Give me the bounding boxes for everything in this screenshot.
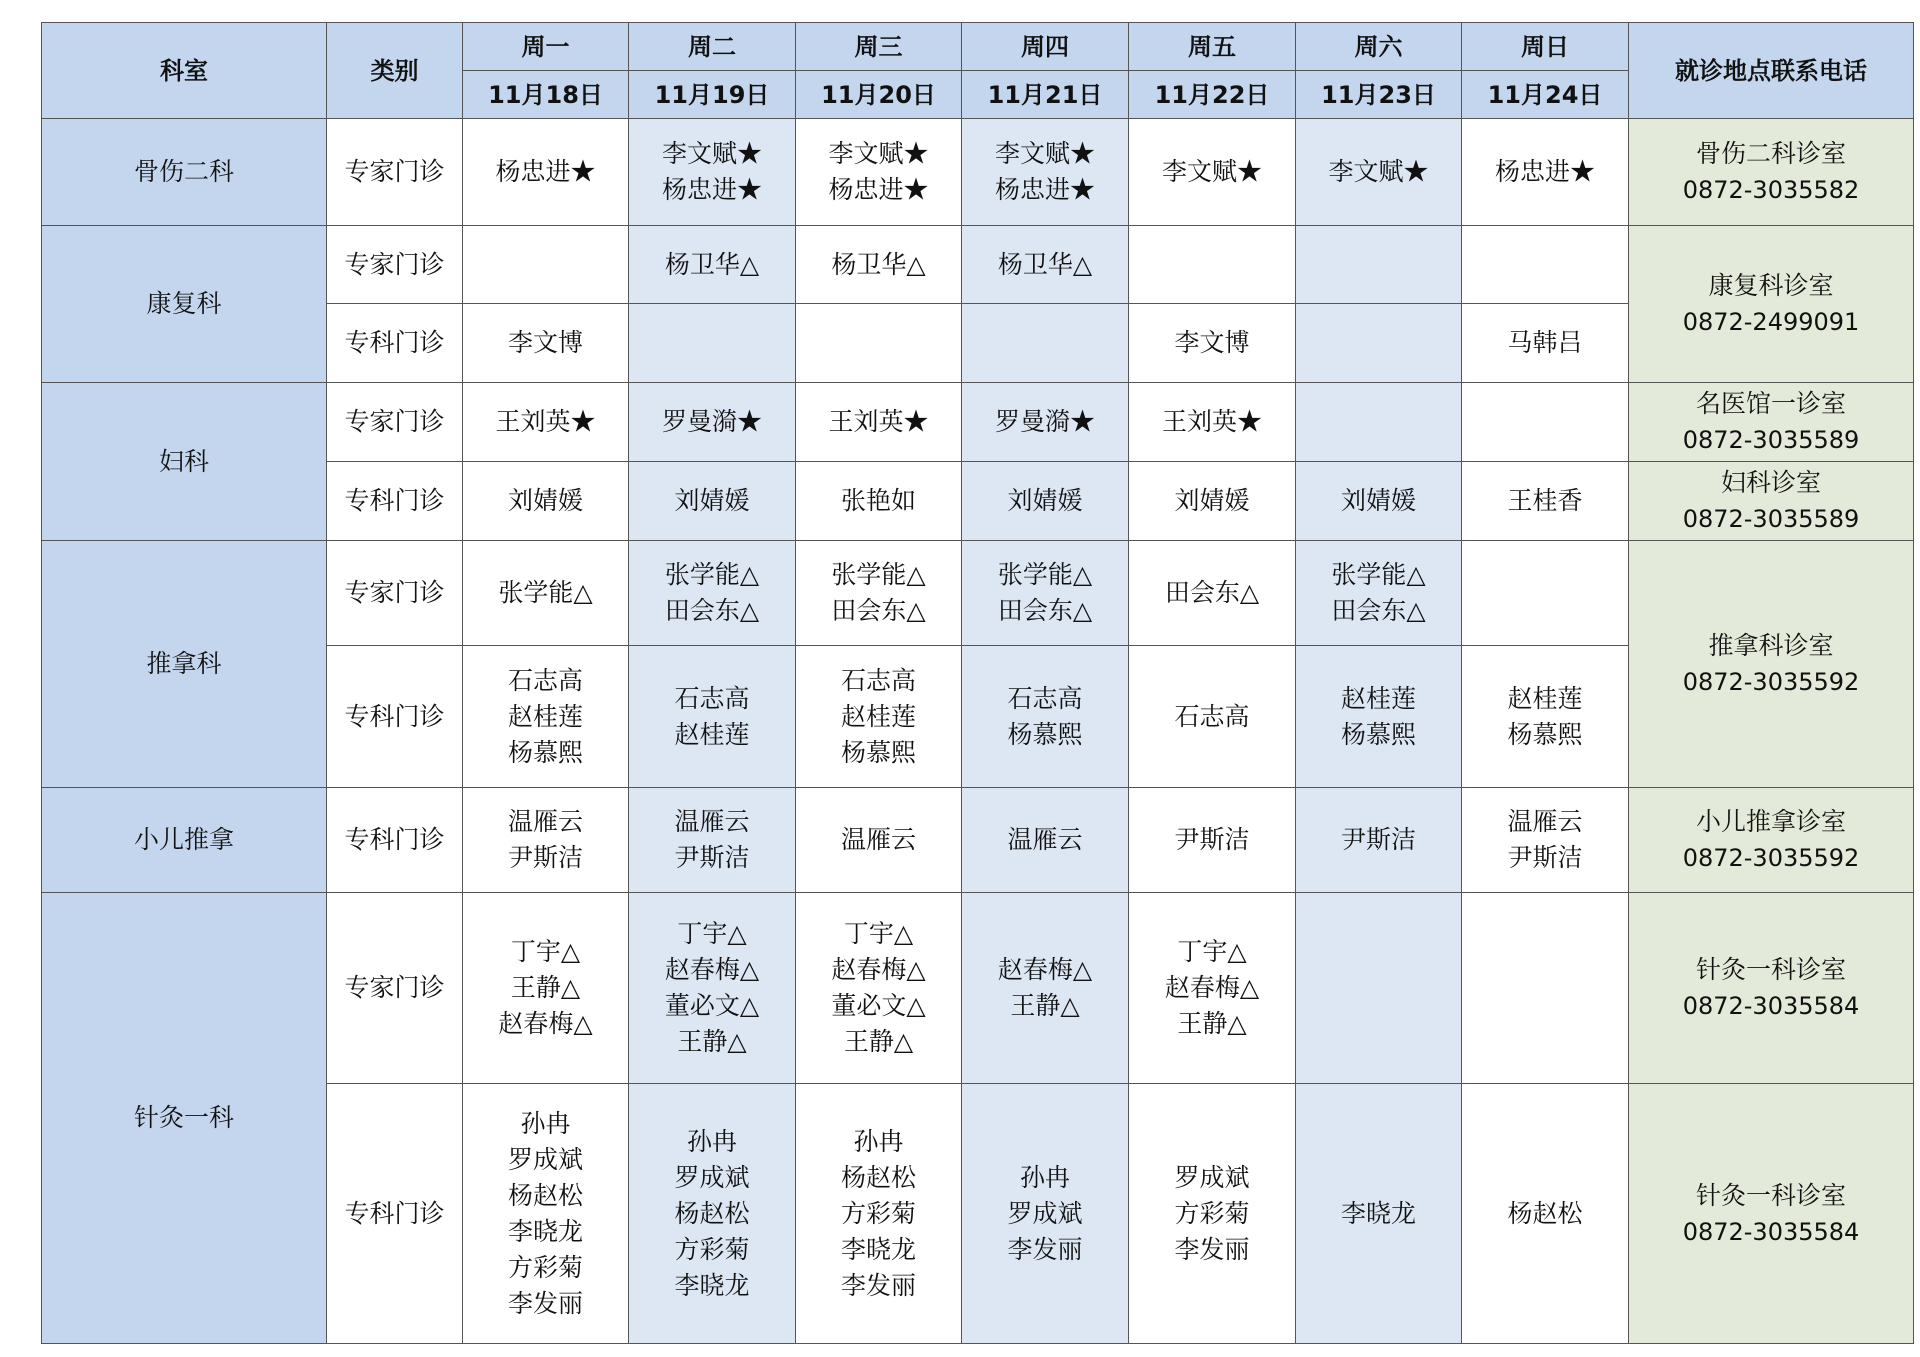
schedule-cell: 石志高 杨慕熙 [962, 646, 1129, 788]
header-weekday: 周三 [796, 23, 962, 71]
contact-cell [1629, 893, 1914, 1084]
table-row [42, 226, 1914, 304]
schedule-cell: 石志高 赵桂莲 杨慕熙 [796, 646, 962, 788]
header-weekday: 周五 [1129, 23, 1296, 71]
dept-name: 小儿推拿 [42, 788, 327, 893]
schedule-cell: 李文博 [463, 304, 629, 383]
schedule-cell: 杨卫华△ [629, 226, 796, 304]
contact-cell [1629, 541, 1914, 788]
contact-phone: 0872-2499091 [1682, 308, 1860, 336]
schedule-cell: 温雁云 尹斯洁 [463, 788, 629, 893]
header-contact: 就诊地点联系电话 [1629, 23, 1914, 119]
table-row [42, 893, 1914, 1084]
contact-phone: 0872-3035584 [1682, 1217, 1860, 1246]
schedule-cell: 丁宇△ 赵春梅△ 董必文△ 王静△ [629, 893, 796, 1084]
schedule-cell: 李文博 [1129, 304, 1296, 383]
contact-location: 小儿推拿诊室 [1695, 807, 1846, 836]
schedule-cell: 刘婧媛 [1296, 462, 1462, 541]
category-cell: 专科门诊 [327, 646, 463, 788]
contact-location: 名医馆一诊室 [1695, 389, 1846, 418]
schedule-cell: 丁宇△ 赵春梅△ 董必文△ 王静△ [796, 893, 962, 1084]
header-weekday: 周四 [962, 23, 1129, 71]
contact-location: 骨伤二科诊室 [1695, 139, 1846, 168]
contact-cell [1629, 788, 1914, 893]
schedule-cell: 温雁云 [962, 788, 1129, 893]
schedule-cell [962, 304, 1129, 383]
category-cell: 专科门诊 [327, 1084, 463, 1344]
schedule-cell: 罗曼漪★ [629, 383, 796, 462]
schedule-cell: 杨赵松 [1462, 1084, 1629, 1344]
schedule-cell [1462, 226, 1629, 304]
schedule-cell [1296, 383, 1462, 462]
category-cell: 专科门诊 [327, 304, 463, 383]
header-date: 11月21日 [962, 71, 1129, 119]
schedule-cell [1462, 541, 1629, 646]
table-row [42, 119, 1914, 226]
header-date: 11月19日 [629, 71, 796, 119]
schedule-cell: 张学能△ 田会东△ [1296, 541, 1462, 646]
schedule-cell: 杨卫华△ [796, 226, 962, 304]
category-cell: 专家门诊 [327, 541, 463, 646]
schedule-cell: 李文赋★ [1296, 119, 1462, 226]
contact-phone: 0872-3035592 [1682, 668, 1860, 696]
schedule-cell [1296, 304, 1462, 383]
schedule-cell [1462, 383, 1629, 462]
schedule-cell: 张艳如 [796, 462, 962, 541]
category-cell: 专科门诊 [327, 788, 463, 893]
schedule-cell: 丁宇△ 赵春梅△ 王静△ [1129, 893, 1296, 1084]
header-dept: 科室 [42, 23, 327, 119]
category-cell: 专家门诊 [327, 893, 463, 1084]
schedule-cell: 温雁云 尹斯洁 [1462, 788, 1629, 893]
schedule-cell: 张学能△ 田会东△ [962, 541, 1129, 646]
schedule-cell: 尹斯洁 [1129, 788, 1296, 893]
contact-cell [1629, 462, 1914, 541]
schedule-cell: 李文赋★ 杨忠进★ [962, 119, 1129, 226]
schedule-cell: 王桂香 [1462, 462, 1629, 541]
header-date: 11月24日 [1462, 71, 1629, 119]
schedule-cell: 温雁云 [796, 788, 962, 893]
header-weekday: 周日 [1462, 23, 1629, 71]
contact-cell [1629, 1084, 1914, 1344]
schedule-cell: 赵春梅△ 王静△ [962, 893, 1129, 1084]
contact-location: 妇科诊室 [1720, 468, 1821, 497]
schedule-cell: 孙冉 罗成斌 杨赵松 方彩菊 李晓龙 [629, 1084, 796, 1344]
schedule-cell [1129, 226, 1296, 304]
schedule-cell: 李文赋★ [1129, 119, 1296, 226]
contact-phone: 0872-3035584 [1682, 992, 1860, 1020]
schedule-cell: 赵桂莲 杨慕熙 [1296, 646, 1462, 788]
schedule-cell: 石志高 赵桂莲 [629, 646, 796, 788]
header-weekday: 周六 [1296, 23, 1462, 71]
schedule-cell [796, 304, 962, 383]
dept-name: 妇科 [42, 383, 327, 541]
schedule-cell: 孙冉 罗成斌 李发丽 [962, 1084, 1129, 1344]
schedule-cell: 张学能△ 田会东△ [796, 541, 962, 646]
dept-name: 骨伤二科 [42, 119, 327, 226]
table-row [42, 383, 1914, 462]
contact-location: 康复科诊室 [1708, 271, 1834, 300]
schedule-cell: 尹斯洁 [1296, 788, 1462, 893]
schedule-cell: 田会东△ [1129, 541, 1296, 646]
schedule-table [41, 22, 1914, 1344]
table-row [42, 541, 1914, 646]
schedule-cell: 温雁云 尹斯洁 [629, 788, 796, 893]
schedule-cell [463, 226, 629, 304]
category-cell: 专家门诊 [327, 226, 463, 304]
schedule-cell: 丁宇△ 王静△ 赵春梅△ [463, 893, 629, 1084]
schedule-cell: 孙冉 罗成斌 杨赵松 李晓龙 方彩菊 李发丽 [463, 1084, 629, 1344]
schedule-cell: 马韩吕 [1462, 304, 1629, 383]
contact-phone: 0872-3035589 [1682, 426, 1860, 454]
schedule-cell: 王刘英★ [1129, 383, 1296, 462]
contact-phone: 0872-3035589 [1682, 505, 1860, 533]
schedule-cell [629, 304, 796, 383]
schedule-cell: 李文赋★ 杨忠进★ [629, 119, 796, 226]
table-header [42, 23, 1914, 119]
contact-phone: 0872-3035582 [1682, 176, 1860, 204]
header-weekday: 周一 [463, 23, 629, 71]
contact-cell [1629, 226, 1914, 383]
schedule-cell [1296, 893, 1462, 1084]
schedule-cell: 刘婧媛 [962, 462, 1129, 541]
schedule-cell: 张学能△ 田会东△ [629, 541, 796, 646]
header-date: 11月22日 [1129, 71, 1296, 119]
schedule-cell: 罗成斌 方彩菊 李发丽 [1129, 1084, 1296, 1344]
dept-name: 推拿科 [42, 541, 327, 788]
schedule-cell: 杨忠进★ [1462, 119, 1629, 226]
dept-name: 针灸一科 [42, 893, 327, 1344]
schedule-cell: 刘婧媛 [1129, 462, 1296, 541]
schedule-cell: 罗曼漪★ [962, 383, 1129, 462]
header-date: 11月20日 [796, 71, 962, 119]
schedule-cell: 杨卫华△ [962, 226, 1129, 304]
contact-location: 针灸一科诊室 [1695, 955, 1846, 984]
schedule-cell: 赵桂莲 杨慕熙 [1462, 646, 1629, 788]
schedule-cell: 孙冉 杨赵松 方彩菊 李晓龙 李发丽 [796, 1084, 962, 1344]
header-date: 11月23日 [1296, 71, 1462, 119]
schedule-cell: 刘婧媛 [463, 462, 629, 541]
schedule-cell: 李文赋★ 杨忠进★ [796, 119, 962, 226]
contact-cell [1629, 383, 1914, 462]
table-row [42, 788, 1914, 893]
schedule-cell: 石志高 赵桂莲 杨慕熙 [463, 646, 629, 788]
schedule-cell: 王刘英★ [796, 383, 962, 462]
header-weekday: 周二 [629, 23, 796, 71]
schedule-cell [1462, 893, 1629, 1084]
category-cell: 专家门诊 [327, 383, 463, 462]
schedule-cell: 杨忠进★ [463, 119, 629, 226]
schedule-cell: 石志高 [1129, 646, 1296, 788]
contact-phone: 0872-3035592 [1682, 844, 1860, 872]
category-cell: 专科门诊 [327, 462, 463, 541]
header-date: 11月18日 [463, 71, 629, 119]
header-category: 类别 [327, 23, 463, 119]
schedule-cell: 张学能△ [463, 541, 629, 646]
schedule-cell [1296, 226, 1462, 304]
dept-name: 康复科 [42, 226, 327, 383]
table-body [42, 119, 1914, 1344]
contact-cell [1629, 119, 1914, 226]
schedule-cell: 刘婧媛 [629, 462, 796, 541]
schedule-cell: 李晓龙 [1296, 1084, 1462, 1344]
contact-location: 推拿科诊室 [1708, 631, 1834, 660]
schedule-cell: 王刘英★ [463, 383, 629, 462]
category-cell: 专家门诊 [327, 119, 463, 226]
contact-location: 针灸一科诊室 [1695, 1180, 1846, 1210]
